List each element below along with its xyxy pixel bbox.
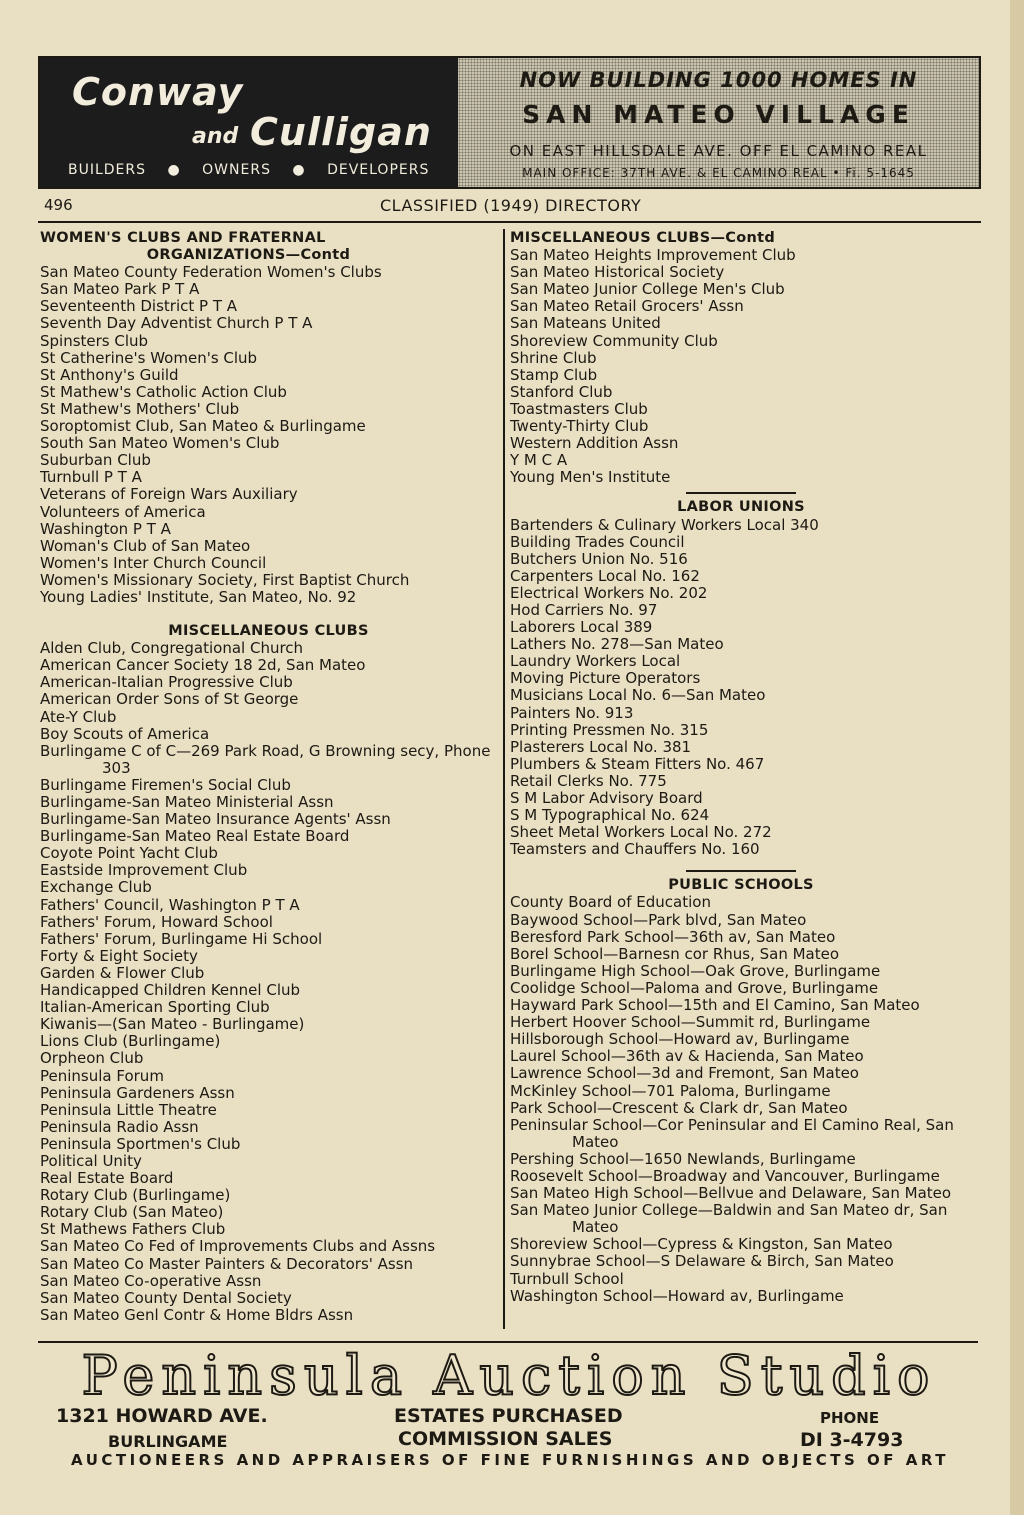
auction-address: 1321 HOWARD AVE. bbox=[56, 1405, 268, 1427]
company-name-conway: Conway bbox=[72, 70, 244, 114]
company-tagline bbox=[68, 162, 429, 178]
directory-entry: S M Labor Advisory Board bbox=[510, 789, 703, 807]
directory-entry: San Mateo Park P T A bbox=[40, 280, 200, 299]
public-schools-list bbox=[510, 894, 972, 1304]
ad-village-name: SAN MATEO VILLAGE bbox=[522, 100, 915, 129]
page-edge bbox=[1010, 0, 1024, 1515]
directory-entry: Peninsula Little Theatre bbox=[40, 1100, 217, 1119]
directory-entry: Toastmasters Club bbox=[510, 399, 648, 418]
directory-entry: Herbert Hoover School—Summit rd, Burlingame bbox=[510, 1013, 871, 1032]
directory-entry: St Mathew's Catholic Action Club bbox=[40, 382, 287, 401]
directory-entry: Italian-American Sporting Club bbox=[40, 998, 270, 1017]
section-title-labor-unions: LABOR UNIONS bbox=[677, 499, 805, 516]
directory-entry: San Mateo County Federation Women's Clubs bbox=[40, 263, 382, 282]
directory-entry: Beresford Park School—36th av, San Mateo bbox=[510, 927, 836, 946]
auction-estates: ESTATES PURCHASED bbox=[394, 1405, 623, 1427]
directory-entry: Veterans of Foreign Wars Auxiliary bbox=[40, 485, 298, 504]
directory-entry: Rotary Club (San Mateo) bbox=[40, 1203, 224, 1222]
directory-entry: Hod Carriers No. 97 bbox=[510, 600, 658, 619]
directory-entry: American Order Sons of St George bbox=[40, 690, 299, 709]
directory-entry: American-Italian Progressive Club bbox=[40, 673, 293, 692]
directory-entry: Seventh Day Adventist Church P T A bbox=[40, 314, 313, 333]
directory-entry: Real Estate Board bbox=[40, 1169, 174, 1188]
directory-entry: San Mateo Junior College Men's Club bbox=[510, 280, 785, 299]
directory-entry: Suburban Club bbox=[40, 451, 151, 470]
directory-entry: Stanford Club bbox=[510, 382, 613, 401]
directory-entry: County Board of Education bbox=[510, 893, 711, 912]
directory-entry: Coyote Point Yacht Club bbox=[40, 844, 218, 863]
section-title-womens-clubs: WOMEN'S CLUBS AND FRATERNAL bbox=[40, 230, 326, 246]
directory-entry: Soroptomist Club, San Mateo & Burlingame bbox=[40, 417, 366, 436]
directory-entry: Moving Picture Operators bbox=[510, 669, 701, 688]
ad-location: ON EAST HILLSDALE AVE. OFF EL CAMINO REAL bbox=[509, 142, 928, 160]
directory-entry: San Mateo Genl Contr & Home Bldrs Assn bbox=[40, 1305, 354, 1324]
directory-entry: San Mateo Junior College—Baldwin and San Mateo dr, San Mateo bbox=[510, 1201, 948, 1237]
directory-entry: San Mateo Retail Grocers' Assn bbox=[510, 297, 744, 316]
directory-entry: San Mateo Co-operative Assn bbox=[40, 1271, 262, 1290]
section-rule bbox=[686, 870, 796, 872]
directory-entry: S M Typographical No. 624 bbox=[510, 806, 710, 825]
ad-headline: NOW BUILDING 1000 HOMES IN bbox=[519, 68, 918, 92]
directory-entry: Young Men's Institute bbox=[510, 468, 671, 487]
directory-entry: San Mateo Heights Improvement Club bbox=[510, 246, 796, 265]
company-name-and: and bbox=[192, 124, 239, 149]
bullet-icon: ● bbox=[167, 162, 181, 178]
section-title-misc-clubs-contd: MISCELLANEOUS CLUBS—Contd bbox=[510, 230, 776, 246]
directory-entry: Eastside Improvement Club bbox=[40, 861, 248, 880]
directory-entry: Spinsters Club bbox=[40, 331, 149, 350]
directory-entry: Burlingame-San Mateo Insurance Agents' Assn bbox=[40, 810, 391, 829]
directory-entry: Building Trades Council bbox=[510, 532, 685, 551]
directory-entry: Y M C A bbox=[510, 451, 568, 470]
directory-entry: Fathers' Council, Washington P T A bbox=[40, 895, 300, 914]
section-gap bbox=[40, 606, 497, 623]
conway-culligan-panel bbox=[40, 58, 458, 187]
directory-entry: American Cancer Society 18 2d, San Mateo bbox=[40, 656, 366, 675]
page-number: 496 bbox=[44, 196, 73, 214]
left-column bbox=[40, 230, 497, 1324]
directory-entry: Twenty-Thirty Club bbox=[510, 417, 649, 436]
directory-entry: Borel School—Barnesn cor Rhus, San Mateo bbox=[510, 944, 840, 963]
directory-title: CLASSIFIED (1949) DIRECTORY bbox=[380, 196, 642, 215]
directory-entry: McKinley School—701 Paloma, Burlingame bbox=[510, 1081, 831, 1100]
top-advertisement bbox=[38, 56, 981, 189]
labor-unions-list bbox=[510, 517, 972, 859]
auction-commission: COMMISSION SALES bbox=[398, 1428, 613, 1450]
directory-entry: St Mathews Fathers Club bbox=[40, 1220, 226, 1239]
auction-phone-label: PHONE bbox=[820, 1409, 880, 1427]
column-divider bbox=[503, 229, 505, 1329]
directory-entry: Ate-Y Club bbox=[40, 707, 117, 726]
directory-entry: Burlingame-San Mateo Real Estate Board bbox=[40, 827, 350, 846]
directory-entry: Baywood School—Park blvd, San Mateo bbox=[510, 910, 807, 929]
directory-entry: Hillsborough School—Howard av, Burlingame bbox=[510, 1030, 850, 1049]
directory-entry: Orpheon Club bbox=[40, 1049, 144, 1068]
directory-entry: Burlingame-San Mateo Ministerial Assn bbox=[40, 793, 334, 811]
directory-entry: Carpenters Local No. 162 bbox=[510, 566, 700, 585]
directory-entry: San Mateo Historical Society bbox=[510, 263, 725, 282]
tagline-builders: BUILDERS bbox=[68, 162, 147, 178]
directory-entry: Lathers No. 278—San Mateo bbox=[510, 635, 724, 654]
section-title-misc-clubs: MISCELLANEOUS CLUBS bbox=[168, 623, 369, 640]
directory-entry: Stamp Club bbox=[510, 365, 598, 384]
directory-entry: Bartenders & Culinary Workers Local 340 bbox=[510, 515, 819, 534]
directory-entry: Retail Clerks No. 775 bbox=[510, 771, 667, 790]
directory-entry: Shoreview Community Club bbox=[510, 331, 718, 350]
directory-entry: Exchange Club bbox=[40, 878, 152, 897]
directory-entry: Teamsters and Chauffers No. 160 bbox=[510, 840, 760, 859]
directory-entry: Plasterers Local No. 381 bbox=[510, 737, 692, 756]
directory-entry: San Mateo Co Fed of Improvements Clubs and Assns bbox=[40, 1237, 436, 1256]
auction-phone-number: DI 3-4793 bbox=[800, 1429, 904, 1451]
directory-entry: Western Addition Assn bbox=[510, 434, 679, 453]
directory-entry: St Catherine's Women's Club bbox=[40, 348, 258, 367]
directory-entry: Peninsula Radio Assn bbox=[40, 1117, 199, 1136]
header-rule bbox=[38, 221, 981, 223]
auction-city: BURLINGAME bbox=[108, 1432, 228, 1451]
directory-entry: Burlingame High School—Oak Grove, Burlingame bbox=[510, 961, 881, 980]
bullet-icon: ● bbox=[292, 162, 306, 178]
misc-clubs-contd-list bbox=[510, 247, 972, 486]
directory-entry: San Mateans United bbox=[510, 314, 661, 333]
directory-entry: Roosevelt School—Broadway and Vancouver, Burlingame bbox=[510, 1166, 940, 1185]
directory-entry: Washington P T A bbox=[40, 519, 171, 538]
directory-entry: Laborers Local 389 bbox=[510, 618, 653, 637]
directory-entry: Women's Missionary Society, First Baptist Church bbox=[40, 570, 410, 589]
directory-entry: Young Ladies' Institute, San Mateo, No. 92 bbox=[40, 587, 357, 606]
directory-entry: Plumbers & Steam Fitters No. 467 bbox=[510, 754, 765, 773]
directory-entry: Forty & Eight Society bbox=[40, 946, 198, 965]
tagline-developers: DEVELOPERS bbox=[327, 162, 430, 178]
directory-entry: Boy Scouts of America bbox=[40, 724, 210, 743]
directory-entry: Sheet Metal Workers Local No. 272 bbox=[510, 823, 772, 842]
directory-entry: Hayward Park School—15th and El Camino, San Mateo bbox=[510, 996, 920, 1015]
directory-entry: Fathers' Forum, Burlingame Hi School bbox=[40, 929, 323, 948]
directory-entry: San Mateo County Dental Society bbox=[40, 1288, 292, 1307]
directory-entry: Peninsular School—Cor Peninsular and El Camino Real, San Mateo bbox=[510, 1115, 954, 1151]
directory-entry: Peninsula Sportmen's Club bbox=[40, 1134, 241, 1153]
auction-services-line: AUCTIONEERS AND APPRAISERS OF FINE FURNISHINGS AND OBJECTS OF ART bbox=[71, 1451, 949, 1469]
directory-entry: Burlingame Firemen's Social Club bbox=[40, 775, 291, 794]
directory-entry: Washington School—Howard av, Burlingame bbox=[510, 1286, 844, 1305]
directory-entry: South San Mateo Women's Club bbox=[40, 434, 280, 453]
directory-entry: Turnbull P T A bbox=[40, 468, 142, 487]
right-column bbox=[510, 230, 972, 1305]
directory-entry: Lawrence School—3d and Fremont, San Mateo bbox=[510, 1064, 859, 1083]
directory-entry: Musicians Local No. 6—San Mateo bbox=[510, 686, 766, 705]
directory-entry: Fathers' Forum, Howard School bbox=[40, 912, 273, 931]
directory-entry: Seventeenth District P T A bbox=[40, 297, 238, 316]
directory-entry: Peninsula Forum bbox=[40, 1066, 164, 1085]
directory-entry: Women's Inter Church Council bbox=[40, 553, 267, 572]
directory-entry: Coolidge School—Paloma and Grove, Burlingame bbox=[510, 978, 879, 997]
womens-clubs-list bbox=[40, 264, 497, 606]
directory-entry: San Mateo Co Master Painters & Decorators' Assn bbox=[40, 1254, 414, 1273]
directory-entry: Shrine Club bbox=[510, 348, 597, 367]
directory-entry: Woman's Club of San Mateo bbox=[40, 536, 251, 555]
directory-entry: Pershing School—1650 Newlands, Burlingame bbox=[510, 1149, 856, 1168]
directory-entry: Kiwanis—(San Mateo - Burlingame) bbox=[40, 1015, 305, 1034]
directory-entry: Electrical Workers No. 202 bbox=[510, 583, 708, 602]
directory-entry: San Mateo High School—Bellvue and Delaware, San Mateo bbox=[510, 1184, 952, 1203]
company-name-culligan: Culligan bbox=[250, 110, 432, 154]
auction-studio-name: Peninsula Auction Studio bbox=[81, 1344, 937, 1407]
directory-entry: Butchers Union No. 516 bbox=[510, 549, 688, 568]
directory-entry: Lions Club (Burlingame) bbox=[40, 1032, 221, 1051]
directory-entry: Laundry Workers Local bbox=[510, 652, 681, 671]
directory-entry: Printing Pressmen No. 315 bbox=[510, 720, 709, 739]
directory-entry: Sunnybrae School—S Delaware & Birch, San Mateo bbox=[510, 1252, 894, 1271]
directory-entry: Painters No. 913 bbox=[510, 703, 634, 722]
section-title-public-schools: PUBLIC SCHOOLS bbox=[668, 877, 814, 894]
directory-entry: Political Unity bbox=[40, 1151, 142, 1170]
directory-entry: Garden & Flower Club bbox=[40, 963, 205, 982]
directory-entry: Park School—Crescent & Clark dr, San Mateo bbox=[510, 1098, 848, 1117]
bottom-ad-rule bbox=[38, 1341, 978, 1343]
directory-entry: Volunteers of America bbox=[40, 502, 206, 521]
directory-entry: Shoreview School—Cypress & Kingston, San Mateo bbox=[510, 1235, 893, 1254]
directory-entry: Turnbull School bbox=[510, 1269, 624, 1288]
directory-entry: St Anthony's Guild bbox=[40, 365, 179, 384]
directory-entry: Laurel School—36th av & Hacienda, San Mateo bbox=[510, 1047, 864, 1066]
directory-entry: Burlingame C of C—269 Park Road, G Browning secy, Phone 303 bbox=[40, 741, 491, 777]
misc-clubs-list bbox=[40, 640, 497, 1324]
tagline-owners: OWNERS bbox=[202, 162, 271, 178]
directory-entry: St Mathew's Mothers' Club bbox=[40, 399, 240, 418]
directory-entry: Alden Club, Congregational Church bbox=[40, 639, 304, 658]
san-mateo-village-panel bbox=[458, 58, 979, 187]
section-title-womens-clubs-contd: ORGANIZATIONS—Contd bbox=[146, 247, 351, 264]
ad-main-office: MAIN OFFICE: 37TH AVE. & EL CAMINO REAL • Fi. 5-1645 bbox=[522, 166, 915, 180]
directory-entry: Rotary Club (Burlingame) bbox=[40, 1186, 231, 1205]
directory-entry: Peninsula Gardeners Assn bbox=[40, 1083, 235, 1102]
section-rule bbox=[686, 492, 796, 494]
directory-entry: Handicapped Children Kennel Club bbox=[40, 981, 301, 1000]
